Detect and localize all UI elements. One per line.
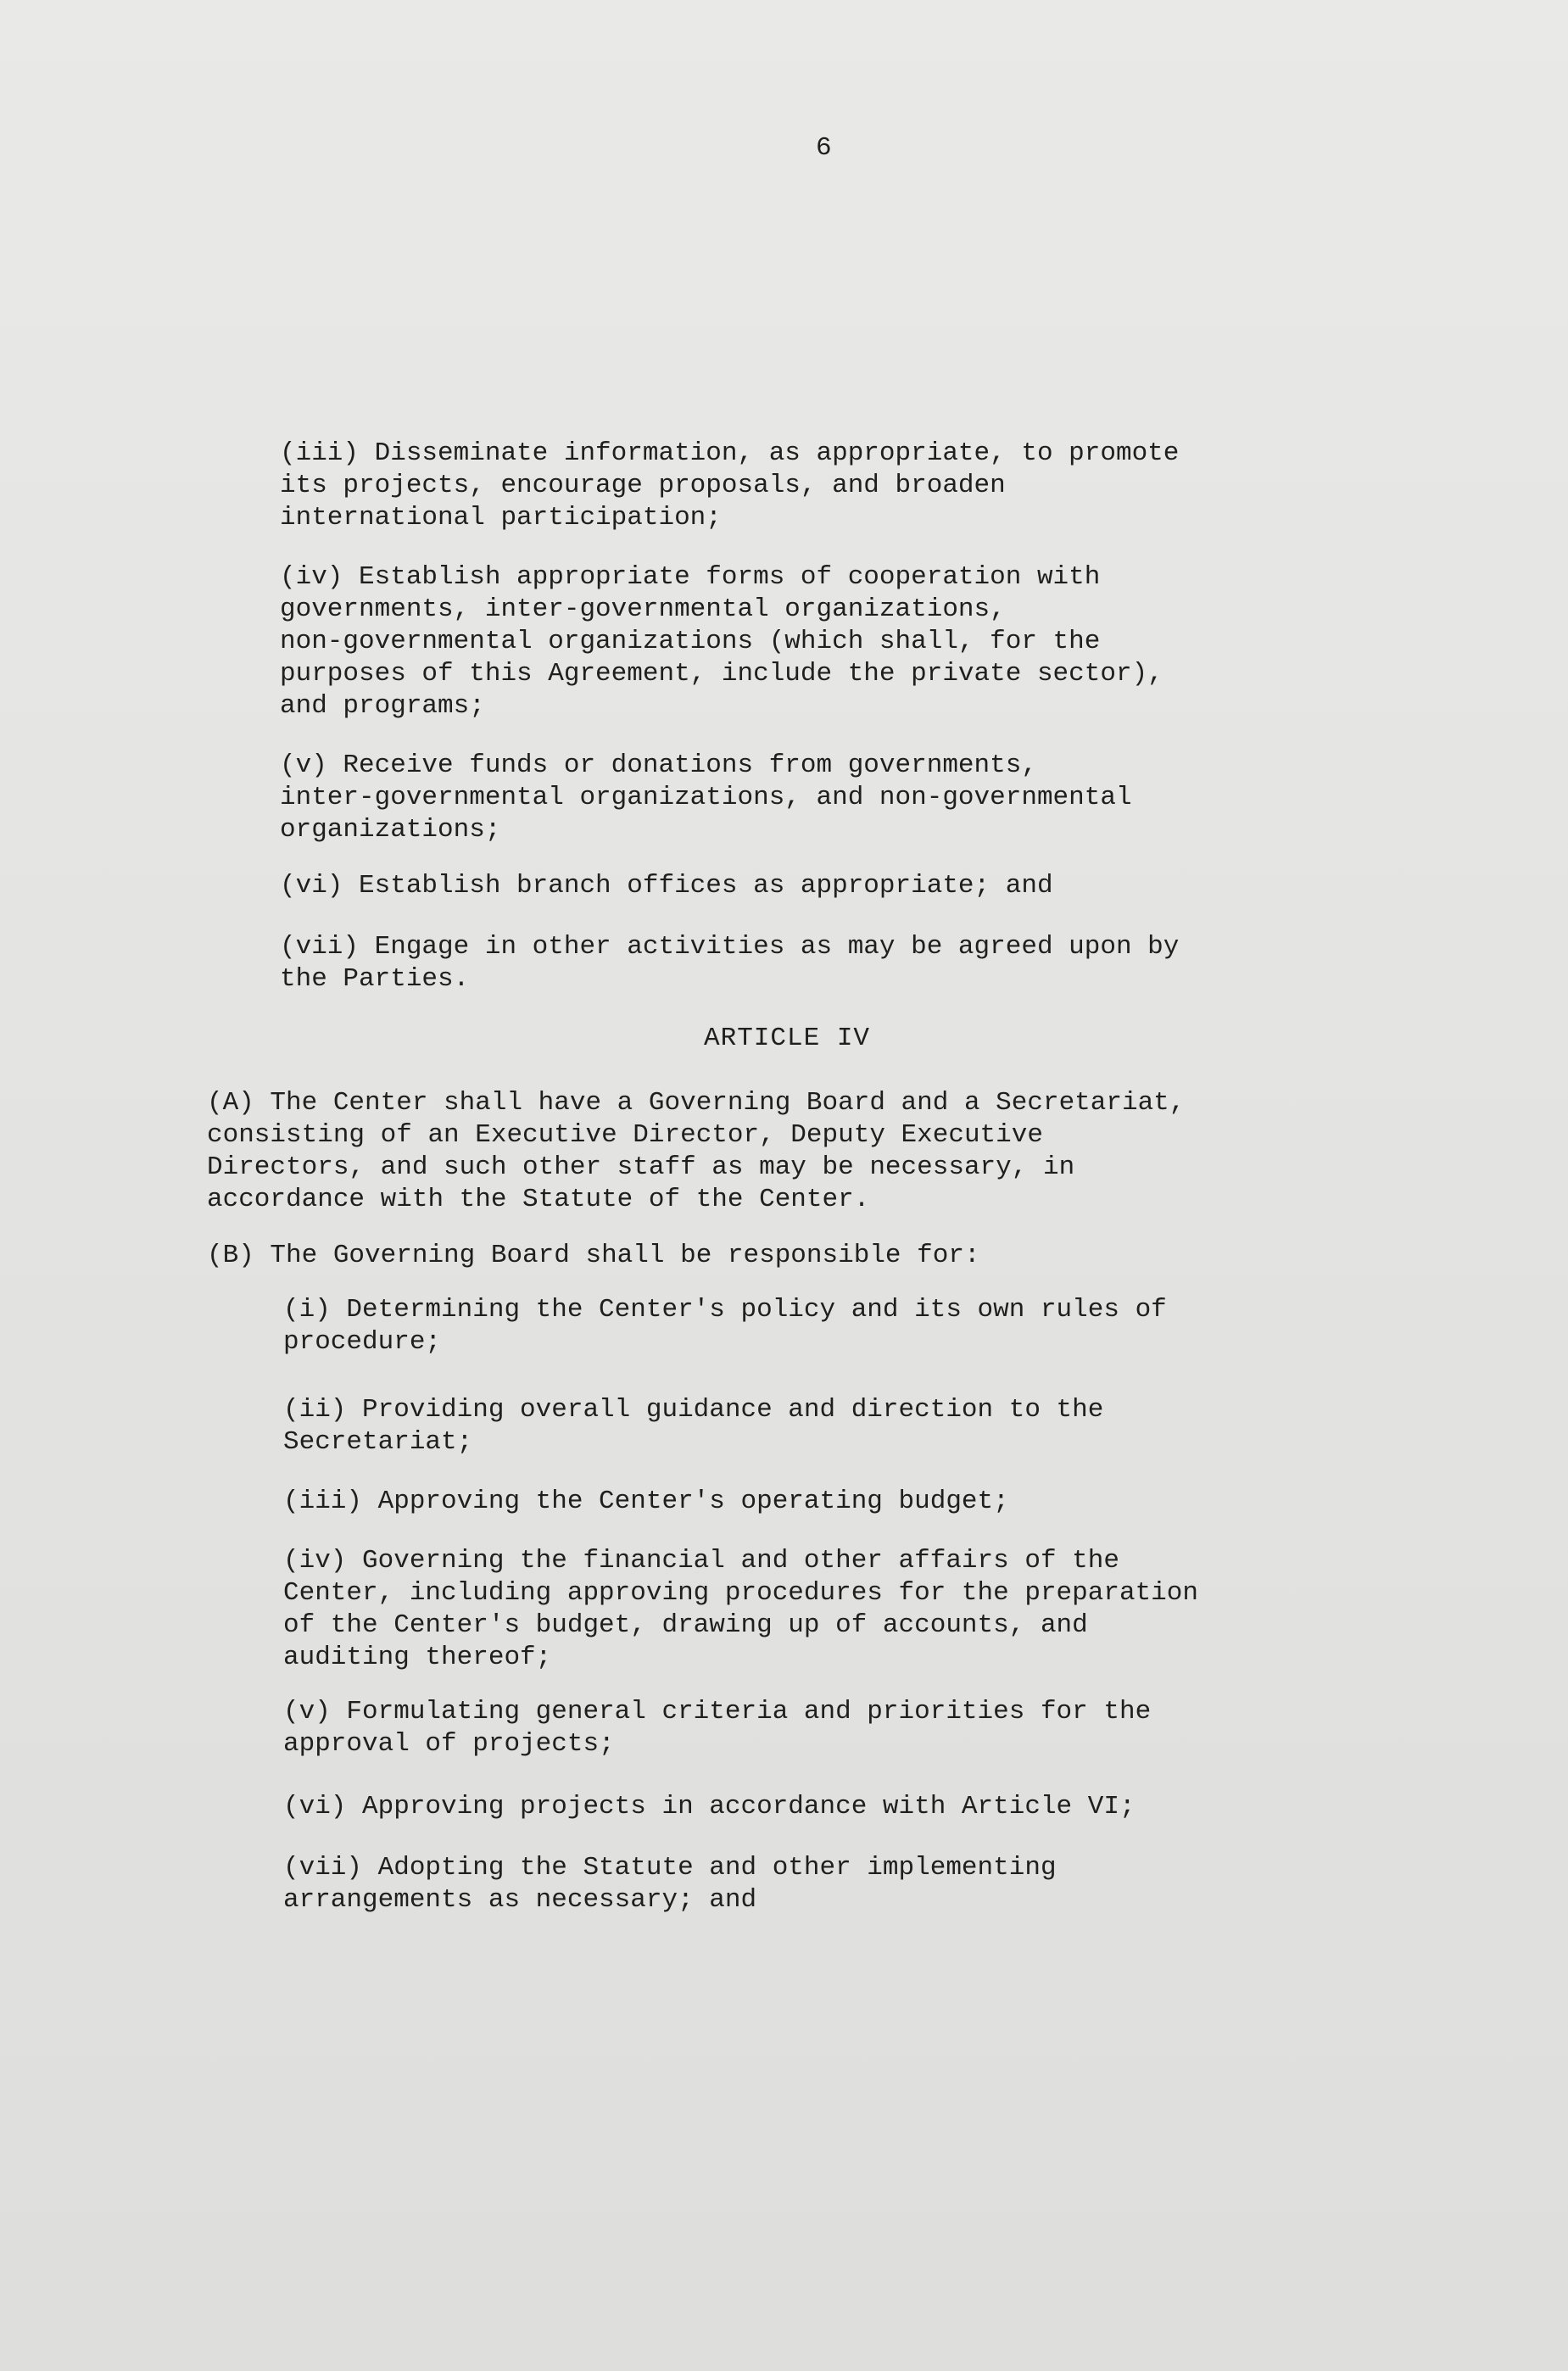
board-duty-vi: (vi) Approving projects in accordance with Article VI;	[283, 1792, 1136, 1821]
list-item-vi: (vi) Establish branch offices as appropriate; and	[280, 871, 1053, 901]
paragraph-b: (B) The Governing Board shall be responsible for:	[207, 1241, 980, 1270]
paragraph-a: (A) The Center shall have a Governing Board and a Secretariat, consisting of an Executive Director, Deputy Executive Directors, and such other staff as may be necessary, in accordance with the Statute of the Center.	[207, 1088, 1186, 1214]
board-duty-v: (v) Formulating general criteria and priorities for the approval of projects;	[283, 1697, 1152, 1759]
article-heading: ARTICLE IV	[704, 1024, 871, 1053]
board-duty-vii: (vii) Adopting the Statute and other implementing arrangements as necessary; and	[283, 1853, 1057, 1915]
board-duty-i: (i) Determining the Center's policy and its own rules of procedure;	[283, 1295, 1167, 1357]
list-item-iv: (iv) Establish appropriate forms of cooperation with governments, inter-governmental organizations, non-governmental organizations (which shall, for the purposes of this Agreement, include the private sector), and programs;	[280, 562, 1163, 721]
board-duty-iv: (iv) Governing the financial and other affairs of the Center, including approving procedures for the preparation of the Center's budget, drawing up of accounts, and auditing thereof;	[283, 1546, 1198, 1672]
list-item-v: (v) Receive funds or donations from governments, inter-governmental organizations, and non-governmental organizations;	[280, 750, 1132, 845]
board-duty-iii: (iii) Approving the Center's operating budget;	[283, 1487, 1009, 1516]
list-item-iii: (iii) Disseminate information, as appropriate, to promote its projects, encourage proposals, and broaden international participation;	[280, 438, 1180, 533]
list-item-vii: (vii) Engage in other activities as may be agreed upon by the Parties.	[280, 932, 1180, 994]
page-number: 6	[816, 133, 832, 163]
board-duty-ii: (ii) Providing overall guidance and direction to the Secretariat;	[283, 1395, 1104, 1457]
